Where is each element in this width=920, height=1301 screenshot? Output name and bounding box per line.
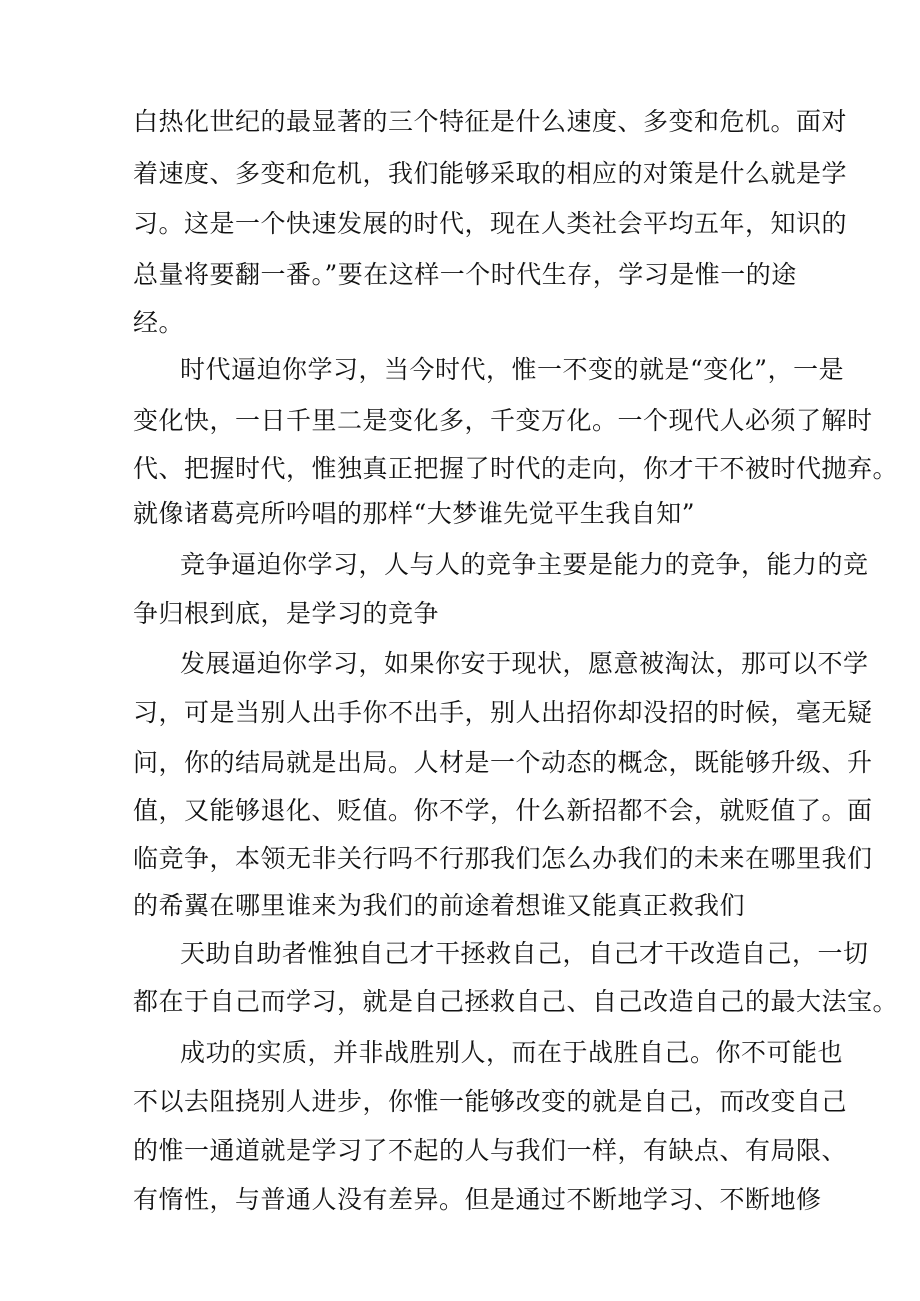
text-line: 习。这是一个快速发展的时代，现在人类社会平均五年，知识的 — [133, 209, 848, 238]
text-line: 白热化世纪的最显著的三个特征是什么速度、多变和危机。面对 — [133, 107, 848, 136]
text-line: 代、把握时代，惟独真正把握了时代的走向，你才干不被时代抛弃。 — [133, 454, 899, 483]
text-line: 习，可是当别人出手你不出手，别人出招你却没招的时候，毫无疑 — [133, 698, 873, 727]
text-line: 值，又能够退化、贬值。你不学，什么新招都不会，就贬值了。面 — [133, 796, 873, 825]
text-line: 不以去阻挠别人进步，你惟一能够改变的就是自己，而改变自己 — [133, 1087, 848, 1116]
text-line: 变化快，一日千里二是变化多，千变万化。一个现代人必须了解时 — [133, 406, 873, 435]
text-line: 的惟一通道就是学习了不起的人与我们一样，有缺点、有局限、 — [133, 1136, 848, 1165]
text-line: 的希翼在哪里谁来为我们的前途着想谁又能真正救我们 — [133, 891, 746, 920]
text-line: 争归根到底，是学习的竞争 — [133, 599, 440, 628]
text-line: 都在于自己而学习，就是自己拯救自己、自己改造自己的最大法宝。 — [133, 987, 899, 1016]
text-line: 问，你的结局就是出局。人材是一个动态的概念，既能够升级、升 — [133, 748, 873, 777]
paragraph-first-line: 发展逼迫你学习，如果你安于现状，愿意被淘汰，那可以不学 — [180, 649, 869, 678]
text-line: 就像诸葛亮所吟唱的那样“大梦谁先觉平生我自知” — [133, 499, 696, 528]
paragraph-first-line: 成功的实质，并非战胜别人，而在于战胜自己。你不可能也 — [180, 1038, 844, 1067]
paragraph-first-line: 竞争逼迫你学习，人与人的竞争主要是能力的竞争，能力的竞 — [180, 550, 869, 579]
text-line: 有惰性，与普通人没有差异。但是通过不断地学习、不断地修 — [133, 1185, 822, 1214]
text-line: 经。 — [133, 308, 185, 337]
paragraph-first-line: 时代逼迫你学习，当今时代，惟一不变的就是“变化”，一是 — [180, 355, 845, 384]
paragraph-first-line: 天助自助者惟独自己才干拯救自己，自己才干改造自己，一切 — [180, 939, 869, 968]
text-line: 总量将要翻一番。”要在这样一个时代生存，学习是惟一的途 — [133, 260, 797, 289]
text-line: 临竞争，本领无非关行吗不行那我们怎么办我们的未来在哪里我们 — [133, 844, 873, 873]
text-line: 着速度、多变和危机，我们能够采取的相应的对策是什么就是学 — [133, 159, 848, 188]
